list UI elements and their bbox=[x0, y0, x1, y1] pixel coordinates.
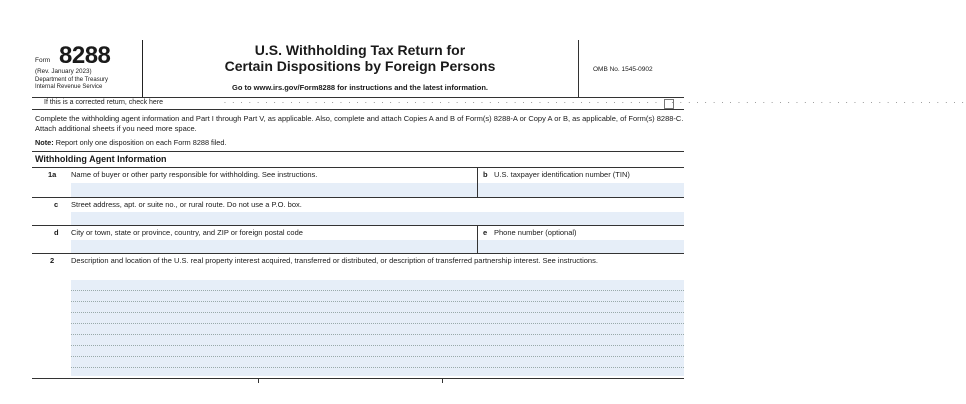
write-line bbox=[71, 301, 684, 302]
bottom-rule bbox=[32, 378, 684, 380]
line-1a-row bbox=[32, 168, 684, 198]
write-line bbox=[71, 345, 684, 346]
city-state-zip-field[interactable] bbox=[71, 240, 477, 253]
street-address-field[interactable] bbox=[71, 212, 684, 225]
form-title-line1: U.S. Withholding Tax Return for bbox=[254, 42, 466, 58]
line-1b-label: U.S. taxpayer identification number (TIN) bbox=[494, 170, 630, 179]
note-line bbox=[32, 138, 684, 152]
line-2-number: 2 bbox=[50, 256, 55, 265]
department-name: Department of the Treasury bbox=[35, 77, 109, 83]
tin-field[interactable] bbox=[478, 183, 684, 197]
leader-dots: . . . . . . . . . . . . . . . . . . . . . . . . . . . . . . . . . . . . . . . . . . . . . . . . . . . . . . . . . . . . . . . . . . . . . . . . . . . . . . . . . . . . . . . . . . bbox=[224, 98, 966, 105]
instructions-link-text: Go to www.irs.gov/Form8288 for instructions and the latest information. bbox=[231, 83, 488, 92]
phone-field[interactable] bbox=[478, 240, 684, 253]
form-number: 8288 bbox=[59, 42, 111, 69]
line-1c-row bbox=[32, 198, 684, 226]
line-1c-number: c bbox=[54, 200, 59, 209]
buyer-name-field[interactable] bbox=[71, 183, 477, 197]
line-1d-number: d bbox=[54, 228, 59, 237]
line-1e-label: Phone number (optional) bbox=[494, 228, 577, 237]
field-divider bbox=[442, 379, 443, 383]
write-line bbox=[71, 356, 684, 357]
agency-name: Internal Revenue Service bbox=[35, 84, 103, 90]
write-line bbox=[71, 290, 684, 291]
form-title-block bbox=[142, 40, 578, 97]
line-2-label: Description and location of the U.S. real property interest acquired, transferred or distributed, or description of transferred partnership interest. See instructions. bbox=[71, 256, 598, 265]
line-1e-number: e bbox=[483, 228, 488, 237]
field-divider bbox=[258, 379, 259, 383]
form-revision: (Rev. January 2023) bbox=[35, 68, 92, 75]
line-1c-label: Street address, apt. or suite no., or rural route. Do not use a P.O. box. bbox=[71, 200, 302, 209]
agency-block bbox=[35, 77, 143, 91]
corrected-return-row bbox=[32, 98, 966, 110]
omb-number: OMB No. 1545-0902 bbox=[593, 66, 653, 73]
form-header bbox=[32, 40, 684, 98]
note-label: Note: bbox=[35, 138, 54, 147]
form-id-block bbox=[32, 40, 143, 97]
form-title-line2: Certain Dispositions by Foreign Persons bbox=[224, 58, 496, 74]
corrected-return-label: If this is a corrected return, check here bbox=[44, 99, 164, 106]
instructions-text: Complete the withholding agent information and Part I through Part V, as applicable. Also, complete and attach Copies A and B of Form(s) 8288-A or Copy A or B, as applicable, of Form(s) 8288-C. Attach additional sheets if you need more space. bbox=[35, 114, 684, 133]
line-1b-number: b bbox=[483, 170, 488, 179]
line-1a-number: 1a bbox=[48, 170, 57, 179]
form-8288 bbox=[32, 40, 966, 380]
note-text: Report only one disposition on each Form 8288 filed. bbox=[55, 138, 227, 147]
form-word: Form bbox=[35, 57, 51, 64]
omb-block bbox=[578, 40, 685, 97]
line-1d-row bbox=[32, 226, 684, 254]
write-line bbox=[71, 334, 684, 335]
section-title: Withholding Agent Information bbox=[32, 152, 684, 168]
write-line bbox=[71, 367, 684, 368]
line-2-row bbox=[32, 254, 684, 378]
write-line bbox=[71, 323, 684, 324]
corrected-return-checkbox[interactable] bbox=[664, 99, 674, 109]
write-line bbox=[71, 312, 684, 313]
property-description-field[interactable] bbox=[71, 280, 684, 376]
line-1d-label: City or town, state or province, country, and ZIP or foreign postal code bbox=[71, 228, 303, 237]
line-1a-label: Name of buyer or other party responsible for withholding. See instructions. bbox=[71, 170, 318, 179]
